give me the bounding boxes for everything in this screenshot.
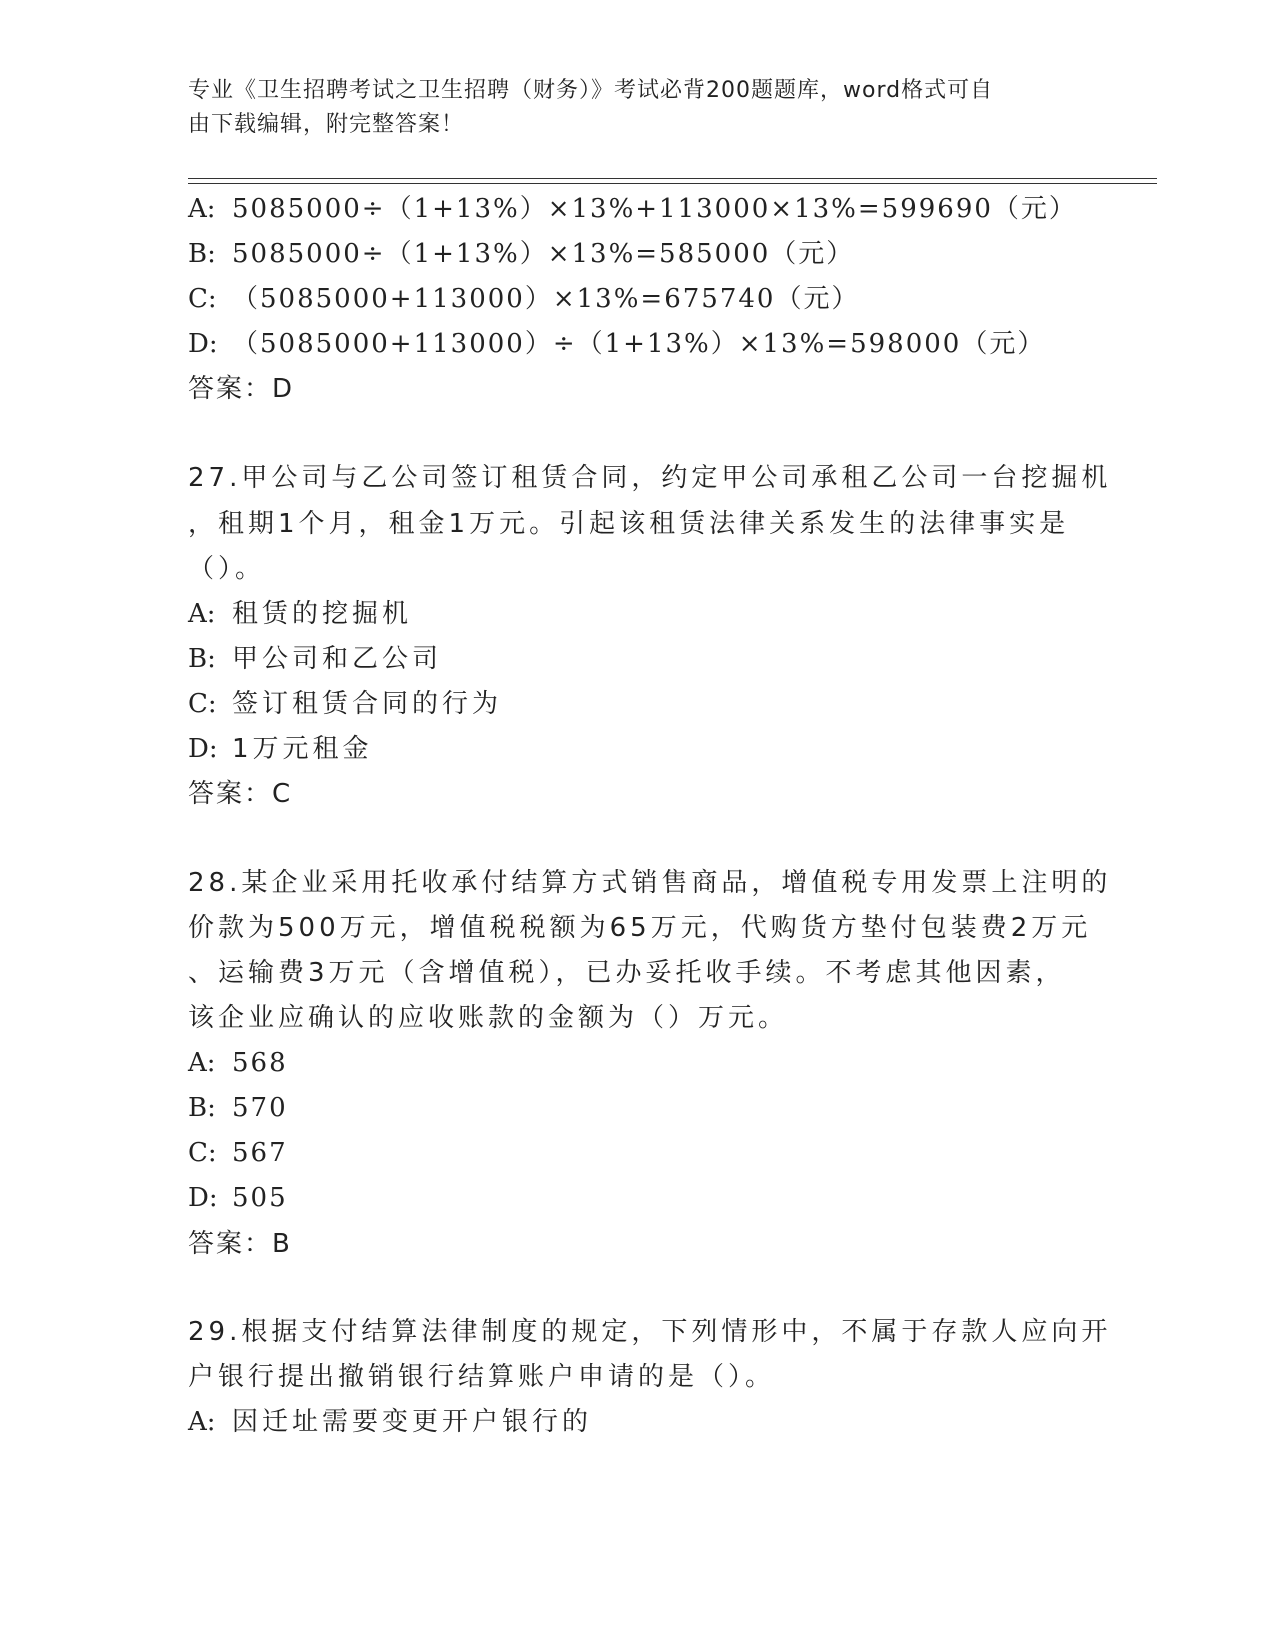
q28-option-d: D: 505 (188, 1183, 288, 1213)
q27-text-line-3: （）。 (188, 554, 266, 584)
q27-text-line-1: 27.甲公司与乙公司签订租赁合同，约定甲公司承租乙公司一台挖掘机 (188, 463, 1112, 493)
q28-answer: 答案：B (188, 1229, 292, 1259)
header-line-2: 由下载编辑，附完整答案！ (188, 112, 465, 137)
q28-option-c: C: 567 (188, 1138, 288, 1168)
q27-text-line-2: ，租期1个月，租金1万元。引起该租赁法律关系发生的法律事实是 (188, 509, 1070, 539)
q28-text-line-2: 价款为500万元，增值税税额为65万元，代购货方垫付包装费2万元 (188, 913, 1092, 943)
q28-text-line-4: 该企业应确认的应收账款的金额为（）万元。 (188, 1003, 789, 1033)
q26-answer: 答案：D (188, 374, 295, 404)
q26-option-a: A: 5085000÷（1+13%）×13%+113000×13%=599690（元） (188, 194, 1077, 224)
document-header (188, 74, 1088, 142)
q27-option-b: B: 甲公司和乙公司 (188, 644, 443, 674)
q27-option-a: A: 租赁的挖掘机 (188, 599, 413, 629)
q26-option-b: B: 5085000÷（1+13%）×13%=585000（元） (188, 239, 855, 269)
q27-option-c: C: 签订租赁合同的行为 (188, 689, 503, 719)
q29-option-a: A: 因迁址需要变更开户银行的 (188, 1407, 593, 1437)
q28-option-b: B: 570 (188, 1093, 288, 1123)
q29-text-line-2: 户银行提出撤销银行结算账户申请的是（）。 (188, 1362, 776, 1392)
header-rule-bottom (188, 183, 1157, 184)
header-rule-top (188, 178, 1157, 179)
q28-option-a: A: 568 (188, 1048, 288, 1078)
header-line-1: 专业《卫生招聘考试之卫生招聘（财务）》考试必背200题题库，word格式可自 (188, 78, 994, 103)
q26-option-c: C: （5085000+113000）×13%=675740（元） (188, 284, 860, 314)
q27-answer: 答案：C (188, 779, 293, 809)
q26-option-d: D: （5085000+113000）÷（1+13%）×13%=598000（元） (188, 329, 1046, 359)
q29-text-line-1: 29.根据支付结算法律制度的规定，下列情形中，不属于存款人应向开 (188, 1317, 1112, 1347)
q27-option-d: D: 1万元租金 (188, 734, 373, 764)
q28-text-line-3: 、运输费3万元（含增值税），已办妥托收手续。不考虑其他因素， (188, 958, 1066, 988)
q28-text-line-1: 28.某企业采用托收承付结算方式销售商品，增值税专用发票上注明的 (188, 868, 1112, 898)
